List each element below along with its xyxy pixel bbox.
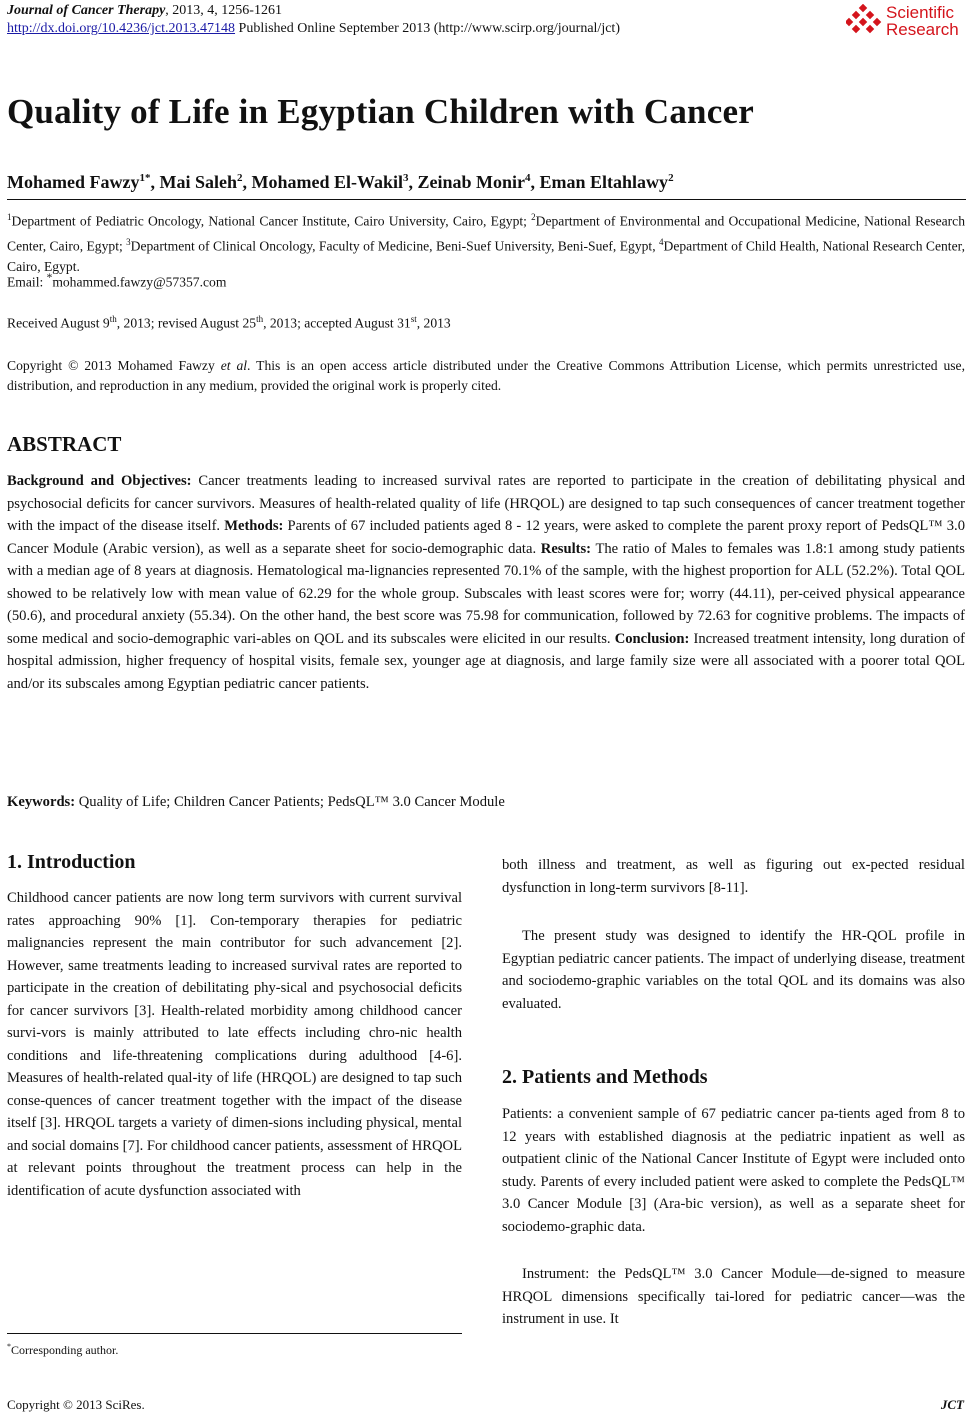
journal-citation	[7, 3, 282, 19]
journal-name: Journal of Cancer Therapy	[7, 3, 166, 18]
footer-copyright: Copyright © 2013 SciRes.	[7, 1397, 145, 1412]
title-divider	[7, 199, 966, 200]
intro-paragraph-1-continued: both illness and treatment, as well as figuring out ex-pected residual dysfunction in long-term survivors [8-11].	[502, 857, 965, 896]
affiliations: $^1$Department of Pediatric Oncology, National Cancer Institute, Cairo University, Cairo, Egypt; $^2$Department of Environmental and Occupational Medicine, National Research Center, Cairo, Egypt; $^3$Department of Clinical Oncology, Faculty of Medicine, Beni-Suef University, Beni-Suef, Egypt, $^4$Department of Child Health, National Research Center, Cairo, Egypt.	[7, 212, 965, 275]
received-dates: Received August 9th, 2013; revised August 25th, 2013; accepted August 31st, 2013	[7, 314, 451, 331]
doi-link[interactable]: http://dx.doi.org/10.4236/jct.2013.47148	[7, 21, 236, 36]
intro-paragraph-2: The present study was designed to identify the HR-QOL profile in Egyptian pediatric cancer patients. The impact of underlying disease, treatment and sociodemo-graphic variables on the total QOL and its domains was also evaluated.	[502, 928, 965, 1012]
publisher-logo-icon	[846, 4, 882, 38]
author: Eman Eltahlawy	[539, 172, 669, 192]
methods-paragraph-1: Patients: a convenient sample of 67 pediatric cancer pa-tients aged from 8 to 12 years with established diagnosis at the pediatric inpatient as well as outpatient clinic of the National Cancer Institute of Egypt were included onto study. Parents of every included patient were asked to complete the PedsQL™ 3.0 Cancer Module [3] (Ara-bic version), as well as a separate sheet for sociodemo-graphic data.	[502, 1106, 965, 1235]
article-title: Quality of Life in Egyptian Children with Cancer	[7, 92, 754, 131]
doi-line	[7, 21, 620, 37]
abstract-text: Background and Objectives: Cancer treatments leading to increased survival rates are reported to participate in the creation of debilitating physical and psychosocial deficits for cancer survivors. Measures of health-related quality of life (HRQOL) are designed to tap such consequences of cancer treatment together with the impact of the disease itself. Methods: Parents of 67 included patients aged 8 - 12 years, were asked to complete the parent proxy report of PedsQL™ 3.0 Cancer Module (Arabic version), as well as a separate sheet for socio-demographic data. Results: The ratio of Males to females was 1.8:1 among study patients with a median age of 8 years at diagnosis. Hematological ma-lignancies represented 70.1% of the sample, with the highest proportion for ALL (52.2%). Total QOL showed to be relatively low with mean value of 62.29 for the whole group. Subscales with least scores were for; worry (44.11), per-ceived physical appearance (50.6), and procedural anxiety (55.34). On the other hand, the best score was 75.98 for communication, followed by 72.63 for cognitive problems. The impacts of some medical and socio-demographic vari-ables on QOL and its subscales were elicited in our results. Conclusion: Increased treatment intensity, long duration of hospital admission, higher frequency of hospital visits, female sex, younger age at diagnosis, and large family size were all associated with a poorer total QOL and/or its subscales among Egyptian pediatric cancer patients.	[7, 473, 966, 692]
logo-text-research: Research	[886, 20, 959, 39]
intro-paragraph-1: Childhood cancer patients are now long term survivors with current survival rates approaching 90% [1]. Con-temporary therapies for pediatric malignancies represent the main contributor for such advancement [2]. However, same treatments leading to increased survival rates are reported to participate in the creation of debilitating phy-sical and psychosocial deficits for cancer survivors [3]. Health-related morbidity among childhood cancer survi-vors is mainly attributed to late effects including chro-nic health conditions and life-threatening complications during adulthood [4-6]. Measures of health-related qual-ity of life (HRQOL) are designed to tap such conse-quences of cancer treatment together with the impact of the disease itself [3]. HRQOL targets a variety of dimen-sions including physical, mental and social domains [7]. For childhood cancer patients, assessment of HRQOL at relevant points throughout the treatment process can help in the identification of acute dysfunction associated with	[7, 890, 462, 1199]
journal-details: , 2013, 4, 1256-1261	[165, 3, 282, 18]
section-heading-methods: 2. Patients and Methods	[502, 1066, 708, 1088]
author: Mai Saleh	[159, 172, 237, 192]
author: Mohamed Fawzy	[7, 172, 140, 192]
footer-journal-abbrev: JCT	[940, 1397, 964, 1412]
author: Zeinab Monir	[417, 172, 526, 192]
logo-text-scientific: Scientific	[886, 3, 955, 22]
author: Mohamed El-Wakil	[251, 172, 404, 192]
footnote-divider	[7, 1333, 462, 1334]
published-info: Published Online September 2013 (http://www.scirp.org/journal/jct)	[235, 21, 620, 36]
copyright-notice: Copyright © 2013 Mohamed Fawzy et al. This is an open access article distributed under the Creative Commons Attribution License, which permits unrestricted use, distribution, and reproduction in any medium, provided the original work is properly cited.	[7, 358, 965, 393]
author-list: Mohamed Fawzy$^{1*}$, Mai Saleh$^2$, Mohamed El-Wakil$^3$, Zeinab Monir$^4$, Eman Eltahlawy$^2$	[7, 172, 674, 192]
email-address[interactable]: mohammed.fawzy@57357.com	[52, 274, 227, 290]
corresponding-email: Email: *mohammed.fawzy@57357.com	[7, 272, 227, 290]
abstract-heading: ABSTRACT	[7, 432, 122, 456]
footnote: *Corresponding author.	[7, 1342, 119, 1357]
publisher-logo	[846, 2, 962, 40]
keywords: Keywords: Quality of Life; Children Cancer Patients; PedsQL™ 3.0 Cancer Module	[7, 794, 505, 810]
section-heading-introduction: 1. Introduction	[7, 851, 136, 873]
methods-paragraph-2: Instrument: the PedsQL™ 3.0 Cancer Module—de-signed to measure HRQOL dimensions specifically tai-lored for pediatric cancer—was the instrument in use. It	[502, 1266, 965, 1327]
